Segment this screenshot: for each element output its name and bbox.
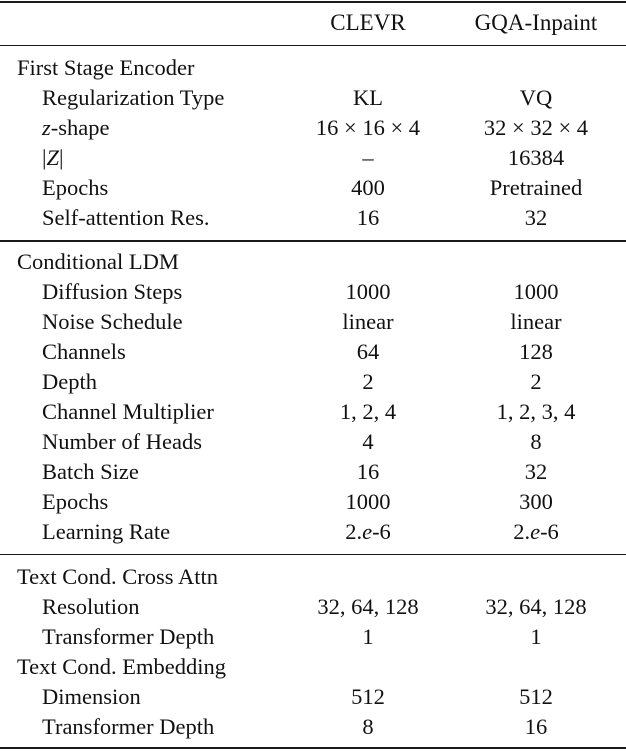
row-label: Depth xyxy=(42,369,97,394)
cell-clevr: 2 xyxy=(362,369,374,394)
cell-gqa-learning-rate: 2.e-6 xyxy=(513,519,559,544)
section-label: Conditional LDM xyxy=(17,249,179,274)
row-label: Number of Heads xyxy=(42,429,202,454)
row-label: Resolution xyxy=(42,594,140,619)
table-row xyxy=(0,712,626,742)
cell-clevr: 1, 2, 4 xyxy=(339,399,397,424)
cell-clevr: 1 xyxy=(362,624,374,649)
table-row xyxy=(0,487,626,517)
row-label: Epochs xyxy=(42,175,109,200)
table-row xyxy=(0,83,626,113)
table-row xyxy=(0,517,626,547)
section-title-first-stage-encoder xyxy=(0,53,626,83)
table-row xyxy=(0,203,626,233)
section-label: Text Cond. Embedding xyxy=(17,654,227,679)
table-row xyxy=(0,592,626,622)
cell-clevr: 16 xyxy=(356,205,380,230)
cell-gqa: 16384 xyxy=(507,145,565,170)
table-row xyxy=(0,337,626,367)
row-label: Learning Rate xyxy=(42,519,171,544)
cell-clevr: 32, 64, 128 xyxy=(317,594,419,619)
section-label: Text Cond. Cross Attn xyxy=(17,564,218,589)
row-label: Channels xyxy=(42,339,126,364)
cell-clevr: KL xyxy=(353,85,383,110)
section-title-conditional-ldm xyxy=(0,247,626,277)
table-row xyxy=(0,113,626,143)
row-label: Dimension xyxy=(42,684,141,709)
cell-clevr: 512 xyxy=(351,684,385,709)
cell-clevr: linear xyxy=(342,309,394,334)
row-label-codebook-size: |Z| xyxy=(42,145,64,170)
section-title-text-cond-embedding xyxy=(0,652,626,682)
cell-clevr: 1000 xyxy=(345,489,391,514)
table-row xyxy=(0,622,626,652)
header-row xyxy=(0,8,626,38)
row-label: Epochs xyxy=(42,489,109,514)
cell-gqa: 32, 64, 128 xyxy=(485,594,587,619)
row-label: Noise Schedule xyxy=(42,309,183,334)
bottom-rule xyxy=(0,747,626,749)
column-header-clevr: CLEVR xyxy=(330,10,406,35)
cell-gqa: 1 xyxy=(530,624,542,649)
cell-gqa: 1000 xyxy=(513,279,559,304)
table-row xyxy=(0,682,626,712)
table-row xyxy=(0,367,626,397)
row-label-z-shape: z-shape xyxy=(42,115,110,140)
cell-gqa: VQ xyxy=(519,85,553,110)
cell-clevr: 16 × 16 × 4 xyxy=(315,115,421,140)
section-title-text-cond-cross-attn xyxy=(0,562,626,592)
cell-gqa: 1, 2, 3, 4 xyxy=(496,399,576,424)
cell-clevr: 1000 xyxy=(345,279,391,304)
row-label: Transformer Depth xyxy=(42,624,215,649)
table-row xyxy=(0,457,626,487)
table-row xyxy=(0,397,626,427)
row-label: Channel Multiplier xyxy=(42,399,214,424)
row-label: Regularization Type xyxy=(42,85,225,110)
section-rule xyxy=(0,554,626,555)
table-row xyxy=(0,277,626,307)
section-rule xyxy=(0,240,626,242)
row-label: Diffusion Steps xyxy=(42,279,183,304)
cell-gqa: 32 xyxy=(524,459,548,484)
row-label: Transformer Depth xyxy=(42,714,215,739)
row-label: Self-attention Res. xyxy=(42,205,210,230)
header-rule xyxy=(0,45,626,46)
cell-gqa: 128 xyxy=(519,339,553,364)
cell-gqa: 300 xyxy=(519,489,553,514)
cell-clevr: – xyxy=(362,145,374,170)
cell-gqa: 16 xyxy=(524,714,548,739)
cell-clevr: 8 xyxy=(362,714,374,739)
row-label: Batch Size xyxy=(42,459,139,484)
cell-clevr: 4 xyxy=(362,429,374,454)
column-header-gqa-inpaint: GQA-Inpaint xyxy=(474,10,598,35)
section-label: First Stage Encoder xyxy=(17,55,195,80)
cell-gqa: Pretrained xyxy=(489,175,583,200)
cell-gqa: 8 xyxy=(530,429,542,454)
cell-gqa: 2 xyxy=(530,369,542,394)
table-row xyxy=(0,143,626,173)
cell-gqa: 32 xyxy=(524,205,548,230)
cell-gqa: 512 xyxy=(519,684,553,709)
table-row xyxy=(0,307,626,337)
cell-clevr-learning-rate: 2.e-6 xyxy=(345,519,391,544)
top-rule xyxy=(0,1,626,3)
table-row xyxy=(0,427,626,457)
table-row xyxy=(0,173,626,203)
cell-gqa: 32 × 32 × 4 xyxy=(483,115,589,140)
cell-clevr: 16 xyxy=(356,459,380,484)
cell-clevr: 400 xyxy=(351,175,385,200)
cell-gqa: linear xyxy=(510,309,562,334)
cell-clevr: 64 xyxy=(356,339,380,364)
